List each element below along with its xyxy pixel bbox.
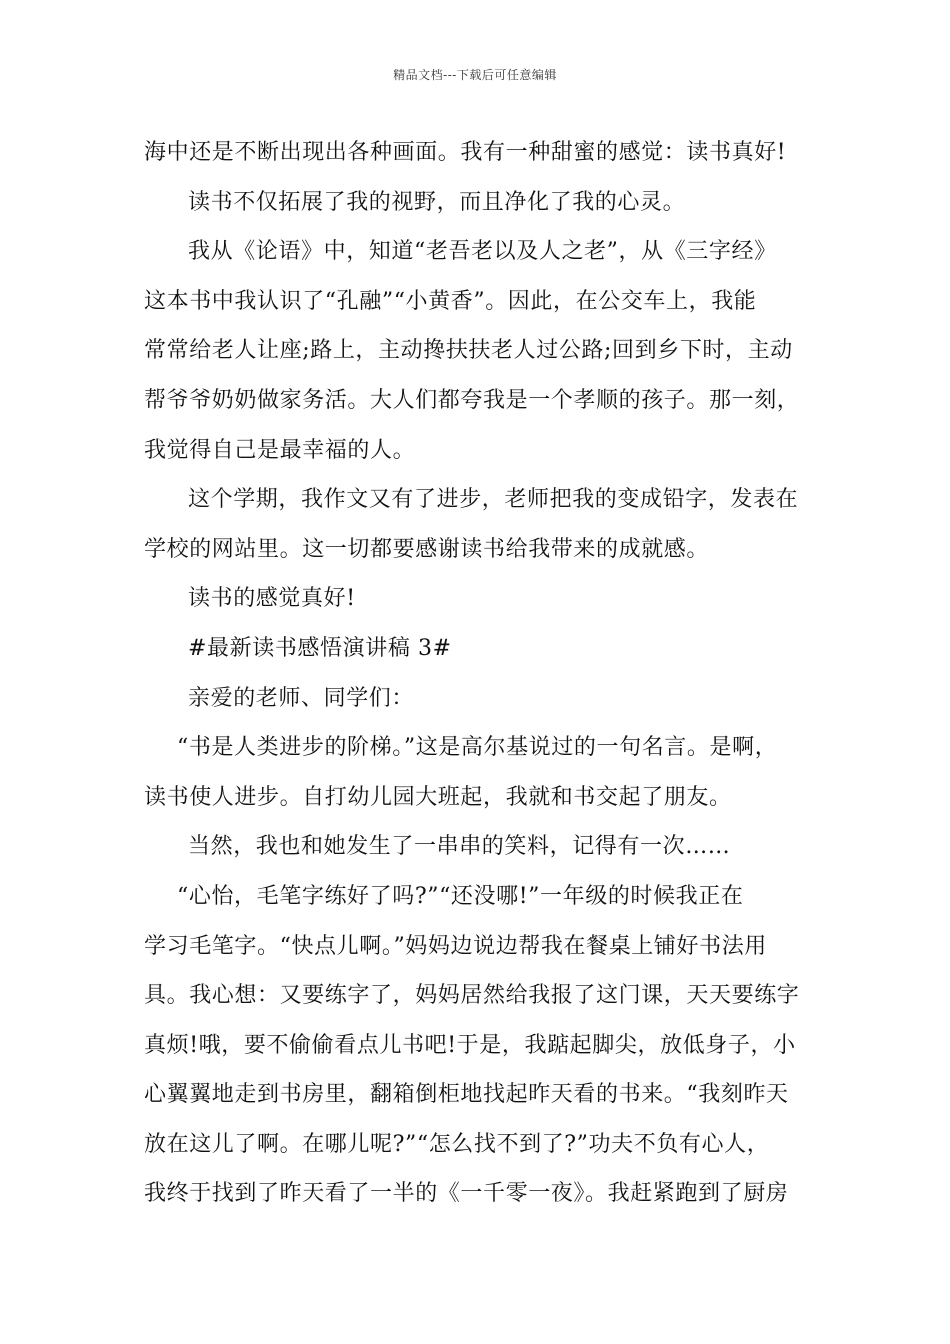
- page-header: 精品文档---下载后可任意编辑: [393, 68, 557, 82]
- text-line: “心怡，毛笔字练好了吗?”“还没哪!”一年级的时候我正在: [177, 883, 744, 909]
- text-line: 读书不仅拓展了我的视野，而且净化了我的心灵。: [188, 189, 686, 215]
- text-line: 心翼翼地走到书房里，翻箱倒柜地找起昨天看的书来。“我刻昨天: [144, 1082, 789, 1108]
- text-line: 这本书中我认识了“孔融”“小黄香”。因此，在公交车上，我能: [144, 288, 757, 314]
- text-line: 海中还是不断出现出各种画面。我有一种甜蜜的感觉：读书真好!: [144, 140, 787, 165]
- text-line: 读书使人进步。自打幼儿园大班起，我就和书交起了朋友。: [144, 784, 732, 810]
- text-line: 当然，我也和她发生了一串串的笑料，记得有一次……: [188, 834, 731, 860]
- text-line: 我终于找到了昨天看了一半的《一千零一夜》。我赶紧跑到了厨房: [144, 1181, 789, 1207]
- text-line: 具。我心想：又要练字了，妈妈居然给我报了这门课，天天要练字: [144, 983, 800, 1009]
- text-line: 帮爷爷奶奶做家务活。大人们都夸我是一个孝顺的孩子。那一刻，: [144, 387, 800, 413]
- section-heading: #最新读书感悟演讲稿 3#: [188, 635, 452, 661]
- salutation: 亲爱的老师、同学们：: [188, 685, 415, 711]
- text-line: 读书的感觉真好!: [188, 586, 356, 612]
- text-line: “书是人类进步的阶梯。”这是高尔基说过的一句名言。是啊，: [177, 735, 778, 761]
- text-line: 学习毛笔字。“快点儿啊。”妈妈边说边帮我在餐桌上铺好书法用: [144, 933, 767, 959]
- text-line: 我从《论语》中，知道“老吾老以及人之老”，从《三字经》: [188, 239, 777, 265]
- document-body: [144, 128, 816, 1219]
- text-line: 真烦!哦，要不偷偷看点儿书吧!于是，我踮起脚尖，放低身子，小: [144, 1032, 796, 1058]
- text-line: 这个学期，我作文又有了进步，老师把我的变成铅字，发表在: [188, 487, 799, 513]
- text-line: 我觉得自己是最幸福的人。: [144, 437, 416, 463]
- text-line: 学校的网站里。这一切都要感谢读书给我带来的成就感。: [144, 536, 710, 562]
- text-line: 常常给老人让座;路上，主动搀扶扶老人过公路;回到乡下时，主动: [144, 338, 793, 364]
- text-line: 放在这儿了啊。在哪儿呢?”“怎么找不到了?”功夫不负有心人，: [144, 1131, 770, 1157]
